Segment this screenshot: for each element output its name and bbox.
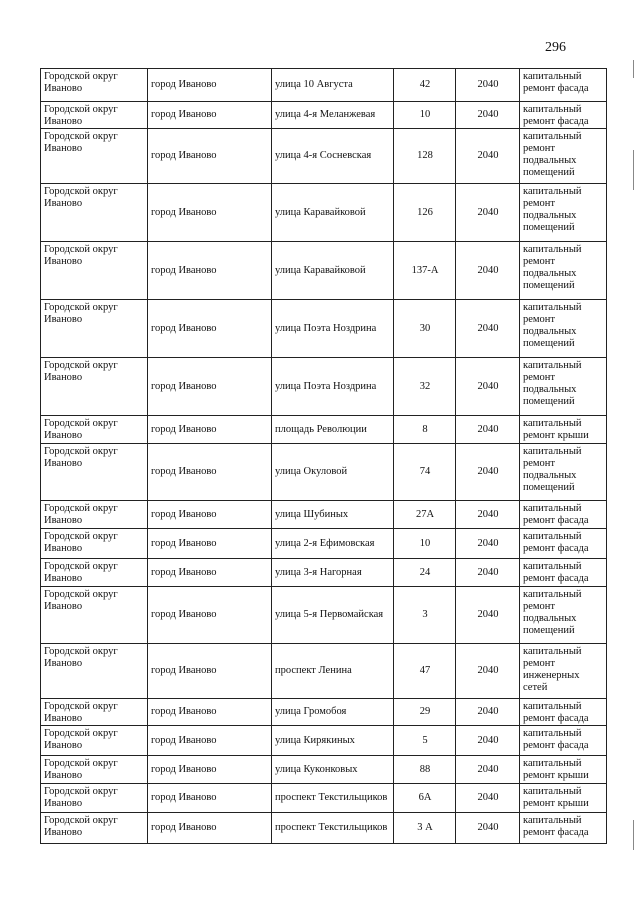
cell-house-number: 24	[394, 559, 456, 587]
cell-year: 2040	[456, 416, 520, 444]
cell-house-number: 88	[394, 756, 456, 784]
cell-district: Городской округ Иваново	[41, 726, 148, 756]
table-row	[41, 444, 607, 501]
cell-work-type: капитальный ремонт фасада	[520, 813, 607, 844]
cell-work-type: капитальный ремонт фасада	[520, 102, 607, 129]
cell-street: площадь Революции	[272, 416, 394, 444]
cell-year: 2040	[456, 784, 520, 813]
cell-district: Городской округ Иваново	[41, 102, 148, 129]
cell-work-type: капитальный ремонт подвальных помещений	[520, 587, 607, 644]
table-row	[41, 813, 607, 844]
cell-district: Городской округ Иваново	[41, 699, 148, 726]
cell-city: город Иваново	[148, 102, 272, 129]
cell-street: улица 4-я Меланжевая	[272, 102, 394, 129]
table-row	[41, 242, 607, 300]
cell-district: Городской округ Иваново	[41, 300, 148, 358]
cell-house-number: 30	[394, 300, 456, 358]
cell-work-type: капитальный ремонт фасада	[520, 501, 607, 529]
cell-year: 2040	[456, 501, 520, 529]
cell-year: 2040	[456, 129, 520, 184]
cell-city: город Иваново	[148, 559, 272, 587]
cell-city: город Иваново	[148, 784, 272, 813]
cell-work-type: капитальный ремонт крыши	[520, 756, 607, 784]
cell-year: 2040	[456, 184, 520, 242]
cell-work-type: капитальный ремонт крыши	[520, 784, 607, 813]
cell-house-number: 128	[394, 129, 456, 184]
cell-city: город Иваново	[148, 184, 272, 242]
cell-district: Городской округ Иваново	[41, 756, 148, 784]
cell-city: город Иваново	[148, 813, 272, 844]
cell-year: 2040	[456, 644, 520, 699]
cell-work-type: капитальный ремонт подвальных помещений	[520, 184, 607, 242]
table-row	[41, 184, 607, 242]
cell-district: Городской округ Иваново	[41, 184, 148, 242]
cell-street: улица Каравайковой	[272, 242, 394, 300]
scan-edge-mark	[633, 60, 634, 78]
cell-street: улица Громобоя	[272, 699, 394, 726]
cell-city: город Иваново	[148, 644, 272, 699]
cell-city: город Иваново	[148, 756, 272, 784]
cell-year: 2040	[456, 242, 520, 300]
cell-street: проспект Текстильщиков	[272, 784, 394, 813]
cell-city: город Иваново	[148, 358, 272, 416]
cell-city: город Иваново	[148, 416, 272, 444]
cell-city: город Иваново	[148, 444, 272, 501]
cell-house-number: 10	[394, 529, 456, 559]
cell-work-type: капитальный ремонт подвальных помещений	[520, 242, 607, 300]
cell-street: улица 10 Августа	[272, 69, 394, 102]
table-row	[41, 587, 607, 644]
scan-edge-mark	[633, 820, 634, 850]
cell-street: улица 3-я Нагорная	[272, 559, 394, 587]
cell-year: 2040	[456, 699, 520, 726]
cell-year: 2040	[456, 358, 520, 416]
cell-district: Городской округ Иваново	[41, 501, 148, 529]
cell-year: 2040	[456, 529, 520, 559]
cell-year: 2040	[456, 444, 520, 501]
cell-district: Городской округ Иваново	[41, 444, 148, 501]
table-row	[41, 358, 607, 416]
table-row	[41, 699, 607, 726]
cell-district: Городской округ Иваново	[41, 644, 148, 699]
repair-schedule-table	[40, 68, 607, 844]
cell-city: город Иваново	[148, 300, 272, 358]
cell-year: 2040	[456, 587, 520, 644]
cell-house-number: 3 А	[394, 813, 456, 844]
table-row	[41, 129, 607, 184]
cell-work-type: капитальный ремонт фасада	[520, 726, 607, 756]
cell-house-number: 137-А	[394, 242, 456, 300]
table-row	[41, 784, 607, 813]
cell-street: улица Шубиных	[272, 501, 394, 529]
cell-year: 2040	[456, 559, 520, 587]
cell-house-number: 47	[394, 644, 456, 699]
table-row	[41, 644, 607, 699]
cell-house-number: 3	[394, 587, 456, 644]
table-row	[41, 726, 607, 756]
cell-year: 2040	[456, 726, 520, 756]
cell-district: Городской округ Иваново	[41, 242, 148, 300]
cell-city: город Иваново	[148, 501, 272, 529]
cell-house-number: 42	[394, 69, 456, 102]
table-row	[41, 102, 607, 129]
cell-house-number: 10	[394, 102, 456, 129]
cell-house-number: 74	[394, 444, 456, 501]
cell-house-number: 27А	[394, 501, 456, 529]
cell-street: улица 2-я Ефимовская	[272, 529, 394, 559]
cell-year: 2040	[456, 102, 520, 129]
cell-street: улица Поэта Ноздрина	[272, 300, 394, 358]
cell-street: улица Каравайковой	[272, 184, 394, 242]
table-row	[41, 529, 607, 559]
table-body	[41, 69, 607, 844]
cell-house-number: 6А	[394, 784, 456, 813]
cell-district: Городской округ Иваново	[41, 813, 148, 844]
cell-work-type: капитальный ремонт подвальных помещений	[520, 444, 607, 501]
cell-street: улица Окуловой	[272, 444, 394, 501]
cell-city: город Иваново	[148, 242, 272, 300]
cell-year: 2040	[456, 69, 520, 102]
cell-district: Городской округ Иваново	[41, 784, 148, 813]
cell-work-type: капитальный ремонт фасада	[520, 699, 607, 726]
cell-work-type: капитальный ремонт инженерных сетей	[520, 644, 607, 699]
cell-city: город Иваново	[148, 587, 272, 644]
cell-city: город Иваново	[148, 529, 272, 559]
cell-street: проспект Ленина	[272, 644, 394, 699]
cell-district: Городской округ Иваново	[41, 529, 148, 559]
cell-house-number: 29	[394, 699, 456, 726]
cell-street: улица 5-я Первомайская	[272, 587, 394, 644]
cell-year: 2040	[456, 756, 520, 784]
table-row	[41, 756, 607, 784]
cell-house-number: 8	[394, 416, 456, 444]
cell-street: улица Поэта Ноздрина	[272, 358, 394, 416]
cell-district: Городской округ Иваново	[41, 358, 148, 416]
cell-district: Городской округ Иваново	[41, 587, 148, 644]
cell-district: Городской округ Иваново	[41, 69, 148, 102]
cell-house-number: 126	[394, 184, 456, 242]
cell-year: 2040	[456, 300, 520, 358]
table-row	[41, 559, 607, 587]
cell-work-type: капитальный ремонт подвальных помещений	[520, 129, 607, 184]
table-row	[41, 300, 607, 358]
cell-work-type: капитальный ремонт фасада	[520, 529, 607, 559]
cell-work-type: капитальный ремонт крыши	[520, 416, 607, 444]
cell-street: улица Кирякиных	[272, 726, 394, 756]
cell-house-number: 5	[394, 726, 456, 756]
cell-street: улица Куконковых	[272, 756, 394, 784]
cell-city: город Иваново	[148, 699, 272, 726]
cell-city: город Иваново	[148, 129, 272, 184]
cell-street: проспект Текстильщиков	[272, 813, 394, 844]
cell-district: Городской округ Иваново	[41, 129, 148, 184]
cell-house-number: 32	[394, 358, 456, 416]
cell-work-type: капитальный ремонт фасада	[520, 69, 607, 102]
cell-year: 2040	[456, 813, 520, 844]
table-row	[41, 416, 607, 444]
cell-work-type: капитальный ремонт подвальных помещений	[520, 300, 607, 358]
cell-city: город Иваново	[148, 69, 272, 102]
cell-district: Городской округ Иваново	[41, 559, 148, 587]
cell-street: улица 4-я Сосневская	[272, 129, 394, 184]
cell-city: город Иваново	[148, 726, 272, 756]
cell-district: Городской округ Иваново	[41, 416, 148, 444]
scan-edge-mark	[633, 150, 634, 190]
cell-work-type: капитальный ремонт подвальных помещений	[520, 358, 607, 416]
table-row	[41, 69, 607, 102]
page-number: 296	[545, 40, 566, 55]
cell-work-type: капитальный ремонт фасада	[520, 559, 607, 587]
table-row	[41, 501, 607, 529]
